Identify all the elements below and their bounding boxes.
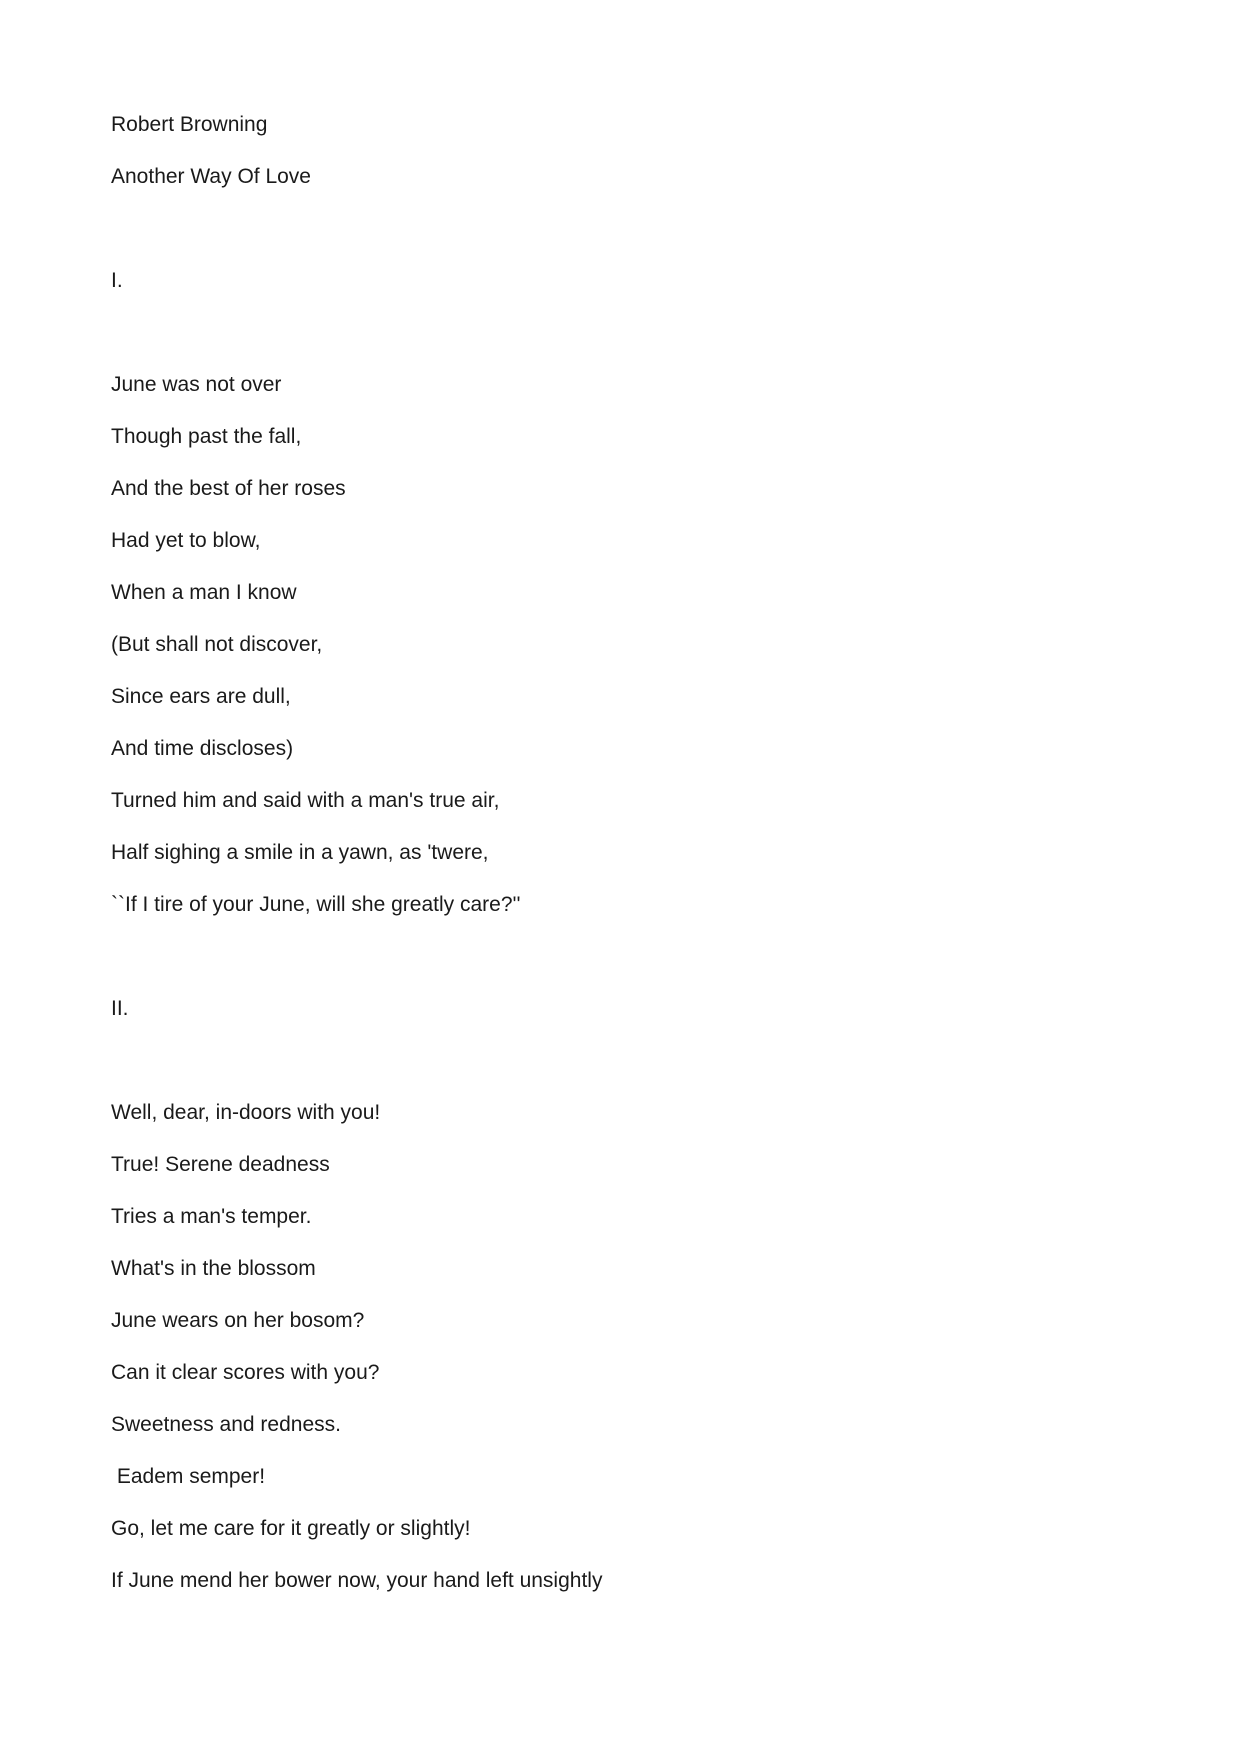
poem-line: Half sighing a smile in a yawn, as 'twere, — [111, 841, 489, 864]
poem-line: (But shall not discover, — [111, 633, 323, 656]
poem-title: Another Way Of Love — [111, 165, 311, 188]
poem-line: What's in the blossom — [111, 1257, 316, 1280]
poem-line: And the best of her roses — [111, 477, 346, 500]
poem-line: Sweetness and redness. — [111, 1413, 341, 1436]
poem-line: When a man I know — [111, 581, 297, 604]
poem-line: Had yet to blow, — [111, 529, 261, 552]
poem-line: Well, dear, in-doors with you! — [111, 1101, 381, 1124]
stanza-1-numeral: I. — [111, 269, 123, 292]
poem-line: Since ears are dull, — [111, 685, 291, 708]
poem-line: June wears on her bosom? — [111, 1309, 365, 1332]
author-name: Robert Browning — [111, 113, 268, 136]
poem-line: Go, let me care for it greatly or slightly! — [111, 1517, 471, 1540]
poem-line: ``If I tire of your June, will she greatly care?'' — [111, 893, 521, 916]
poem-line: June was not over — [111, 373, 282, 396]
poem-line: If June mend her bower now, your hand left unsightly — [111, 1569, 603, 1592]
poem-line: Eadem semper! — [111, 1465, 266, 1488]
poem-line: Tries a man's temper. — [111, 1205, 312, 1228]
poem-line: Can it clear scores with you? — [111, 1361, 380, 1384]
poem-line: And time discloses) — [111, 737, 294, 760]
poem-line: Turned him and said with a man's true air, — [111, 789, 500, 812]
poem-line: Though past the fall, — [111, 425, 302, 448]
poem-line: True! Serene deadness — [111, 1153, 330, 1176]
stanza-2-numeral: II. — [111, 997, 129, 1020]
